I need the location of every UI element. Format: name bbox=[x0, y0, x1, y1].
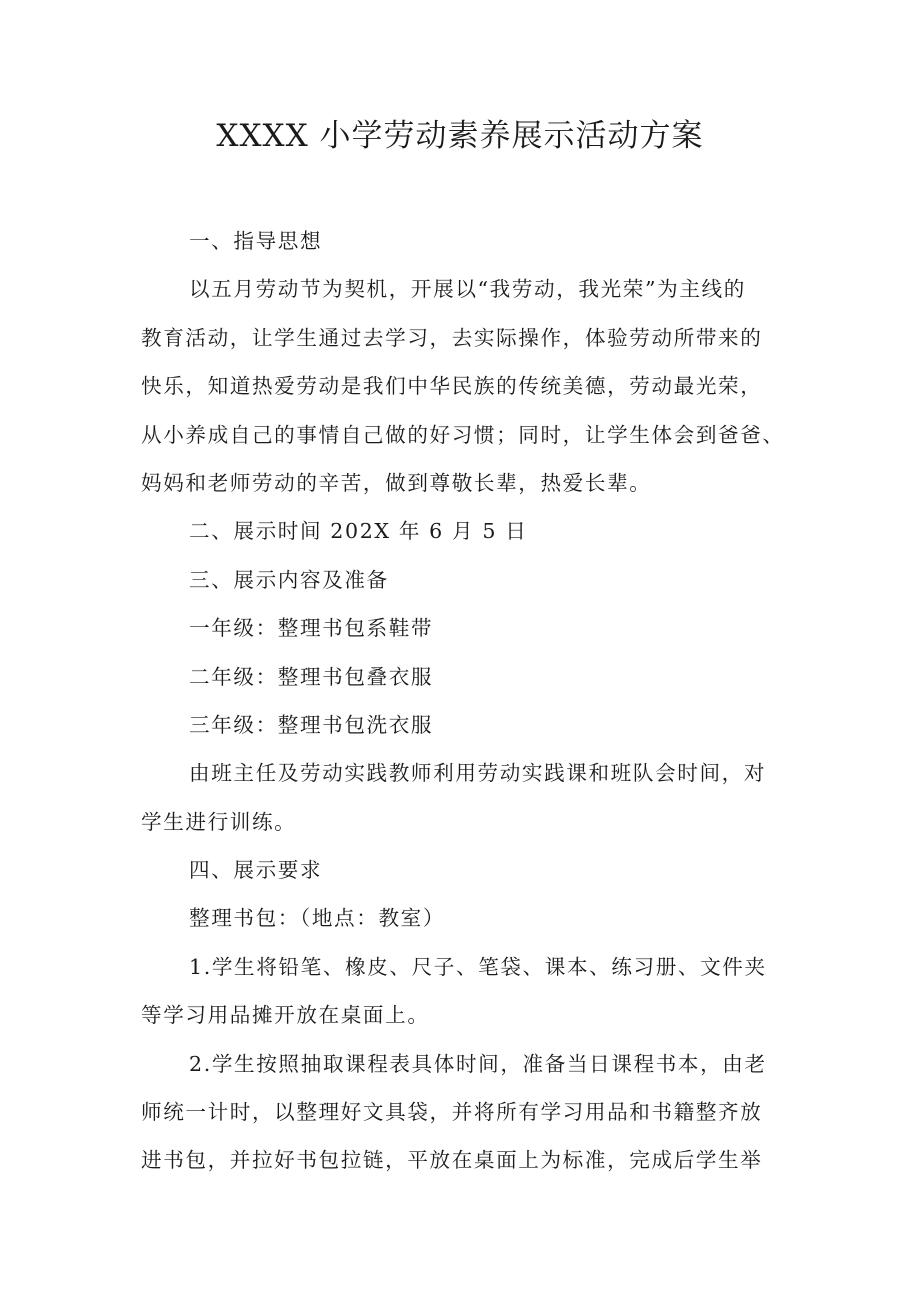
document-line: 四、展示要求 bbox=[189, 858, 323, 883]
document-line: 等学习用品摊开放在桌面上。 bbox=[141, 1003, 430, 1028]
document-line: 一年级：整理书包系鞋带 bbox=[189, 616, 434, 641]
document-line: 三、展示内容及准备 bbox=[189, 567, 389, 592]
document-line: 二、展示时间 202X 年 6 月 5 日 bbox=[189, 519, 528, 544]
document-line: 快乐，知道热爱劳动是我们中华民族的传统美德，劳动最光荣， bbox=[141, 374, 763, 399]
document-line: 妈妈和老师劳动的辛苦，做到尊敬长辈，热爱长辈。 bbox=[141, 470, 652, 495]
document-line: 三年级：整理书包洗衣服 bbox=[189, 712, 434, 737]
document-line: 进书包，并拉好书包拉链，平放在桌面上为标准，完成后学生举 bbox=[141, 1148, 763, 1173]
document-line: 教育活动，让学生通过去学习，去实际操作，体验劳动所带来的 bbox=[141, 325, 763, 350]
document-line: 学生进行训练。 bbox=[141, 809, 297, 834]
document-line: 从小养成自己的事情自己做的好习惯；同时，让学生体会到爸爸、 bbox=[141, 422, 785, 447]
document-line: 整理书包：（地点：教室） bbox=[189, 906, 446, 931]
document-line: 由班主任及劳动实践教师利用劳动实践课和班队会时间，对 bbox=[189, 761, 767, 786]
document-title: XXXX 小学劳动素养展示活动方案 bbox=[216, 118, 704, 154]
document-line: 2.学生按照抽取课程表具体时间，准备当日课程书本，由老 bbox=[189, 1051, 767, 1076]
document-line: 以五月劳动节为契机，开展以“我劳动，我光荣”为主线的 bbox=[189, 277, 746, 302]
document-line: 二年级：整理书包叠衣服 bbox=[189, 664, 434, 689]
document-line: 师统一计时，以整理好文具袋，并将所有学习用品和书籍整齐放 bbox=[141, 1100, 763, 1125]
document-line: 一、指导思想 bbox=[189, 229, 323, 253]
document-line: 1.学生将铅笔、橡皮、尺子、笔袋、课本、练习册、文件夹 bbox=[189, 954, 767, 979]
document-body bbox=[141, 217, 793, 1185]
